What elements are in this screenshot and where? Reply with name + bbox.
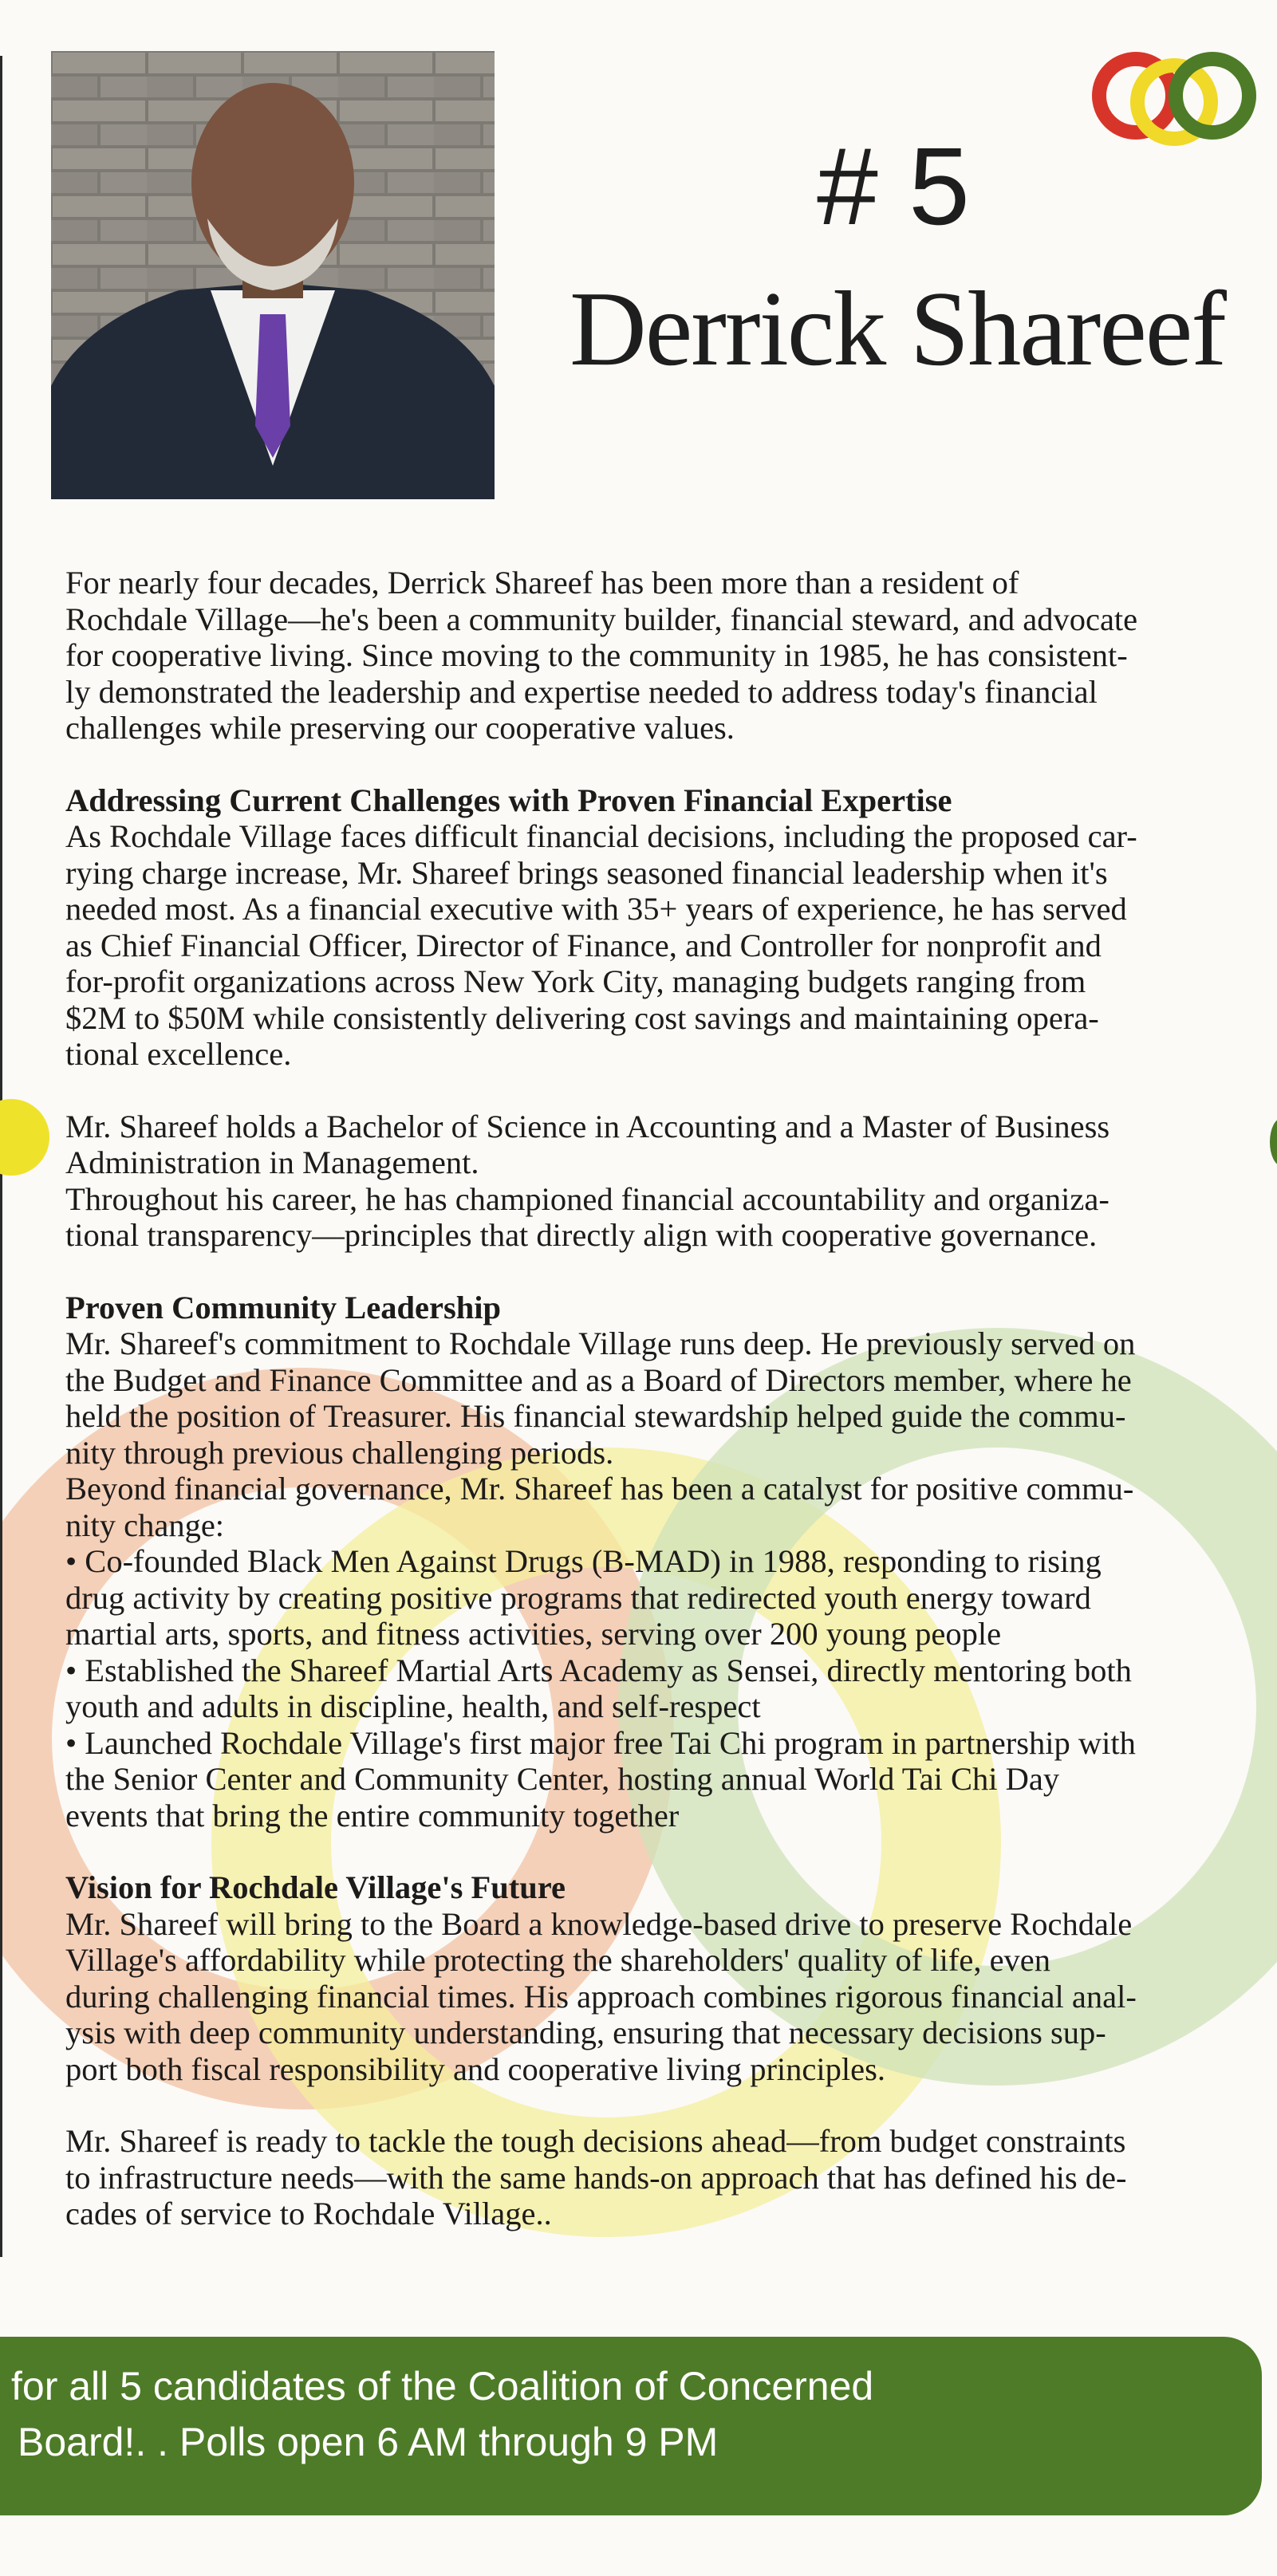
body-line: the Senior Center and Community Center, hosting annual World Tai Chi Day bbox=[65, 1761, 1060, 1797]
body-line: $2M to $50M while consistently delivering cost savings and maintaining opera- bbox=[65, 999, 1099, 1036]
body-line: port both fiscal responsibility and cooperative living principles. bbox=[65, 2050, 886, 2087]
body-line: needed most. As a financial executive with 35+ years of experience, he has served bbox=[65, 891, 1127, 927]
body-line: Village's affordability while protecting the shareholders' quality of life, even bbox=[65, 1942, 1051, 1978]
bullet-line: • Co-founded Black Men Against Drugs (B-MAD) in 1988, responding to rising bbox=[65, 1543, 1102, 1579]
body-line: events that bring the entire community together bbox=[65, 1797, 680, 1834]
body-line: martial arts, sports, and fitness activities, serving over 200 young people bbox=[65, 1616, 1002, 1652]
candidate-portrait-icon bbox=[51, 51, 495, 499]
body-line: the Budget and Finance Committee and as a Board of Directors member, where he bbox=[65, 1361, 1132, 1398]
body-line: drug activity by creating positive programs that redirected youth energy toward bbox=[65, 1579, 1091, 1616]
body-line: tional excellence. bbox=[65, 1036, 292, 1072]
body-line: rying charge increase, Mr. Shareef brings seasoned financial leadership when it's bbox=[65, 854, 1108, 891]
bullet-line: • Established the Shareef Martial Arts Academy as Sensei, directly mentoring both bbox=[65, 1652, 1132, 1688]
bullet-line: • Launched Rochdale Village's first major free Tai Chi program in partnership with bbox=[65, 1724, 1136, 1761]
body-line: Mr. Shareef will bring to the Board a knowledge-based drive to preserve Rochdale bbox=[65, 1905, 1133, 1942]
body-line: as Chief Financial Officer, Director of Finance, and Controller for nonprofit and bbox=[65, 927, 1102, 963]
section-heading: Proven Community Leadership bbox=[65, 1289, 502, 1325]
candidate-number: # 5 bbox=[817, 125, 970, 248]
candidate-name: Derrick Shareef bbox=[570, 270, 1225, 388]
body-line: Rochdale Village—he's been a community builder, financial steward, and advocate bbox=[65, 601, 1138, 637]
body-line: during challenging financial times. His approach combines rigorous financial anal- bbox=[65, 1978, 1137, 2015]
body-line: to infrastructure needs—with the same hands-on approach that has defined his de- bbox=[65, 2159, 1127, 2196]
body-line: Administration in Management. bbox=[65, 1144, 479, 1180]
candidate-photo bbox=[51, 51, 495, 499]
body-line: ysis with deep community understanding, ensuring that necessary decisions sup- bbox=[65, 2015, 1106, 2050]
body-line: For nearly four decades, Derrick Shareef has been more than a resident of bbox=[65, 565, 1019, 601]
body-line: for cooperative living. Since moving to the community in 1985, he has consistent- bbox=[65, 637, 1128, 673]
body-line: Throughout his career, he has championed financial accountability and organiza- bbox=[65, 1180, 1109, 1217]
body-line: held the position of Treasurer. His financial stewardship helped guide the commu- bbox=[65, 1398, 1126, 1434]
body-line: youth and adults in discipline, health, and self-respect bbox=[65, 1688, 761, 1724]
candidate-statement bbox=[65, 565, 1274, 2232]
body-line: Beyond financial governance, Mr. Shareef has been a catalyst for positive commu- bbox=[65, 1471, 1134, 1507]
side-tree-icon bbox=[0, 1099, 49, 1176]
body-line: ly demonstrated the leadership and expertise needed to address today's financial bbox=[65, 673, 1098, 710]
body-line: nity through previous challenging periods. bbox=[65, 1434, 614, 1471]
body-line: challenges while preserving our cooperative values. bbox=[65, 710, 735, 746]
body-line: Mr. Shareef holds a Bachelor of Science in Accounting and a Master of Business bbox=[65, 1108, 1110, 1144]
body-line: tional transparency—principles that directly align with cooperative governance. bbox=[65, 1217, 1098, 1253]
section-heading: Vision for Rochdale Village's Future bbox=[65, 1869, 566, 1905]
section-heading: Addressing Current Challenges with Proven Financial Expertise bbox=[65, 782, 952, 818]
body-line: As Rochdale Village faces difficult financial decisions, including the proposed car- bbox=[65, 818, 1137, 854]
body-line: for-profit organizations across New York City, managing budgets ranging from bbox=[65, 963, 1086, 999]
banner-line-2: Board!. . Polls open 6 AM through 9 PM bbox=[18, 2420, 719, 2464]
body-line: nity change: bbox=[65, 1507, 225, 1543]
body-line: Mr. Shareef is ready to tackle the tough decisions ahead—from budget constraints bbox=[65, 2123, 1126, 2159]
body-line: Mr. Shareef's commitment to Rochdale Village runs deep. He previously served on bbox=[65, 1325, 1136, 1361]
body-line: cades of service to Rochdale Village.. bbox=[65, 2196, 552, 2231]
banner-line-1: for all 5 candidates of the Coalition of Concerned bbox=[11, 2364, 874, 2409]
